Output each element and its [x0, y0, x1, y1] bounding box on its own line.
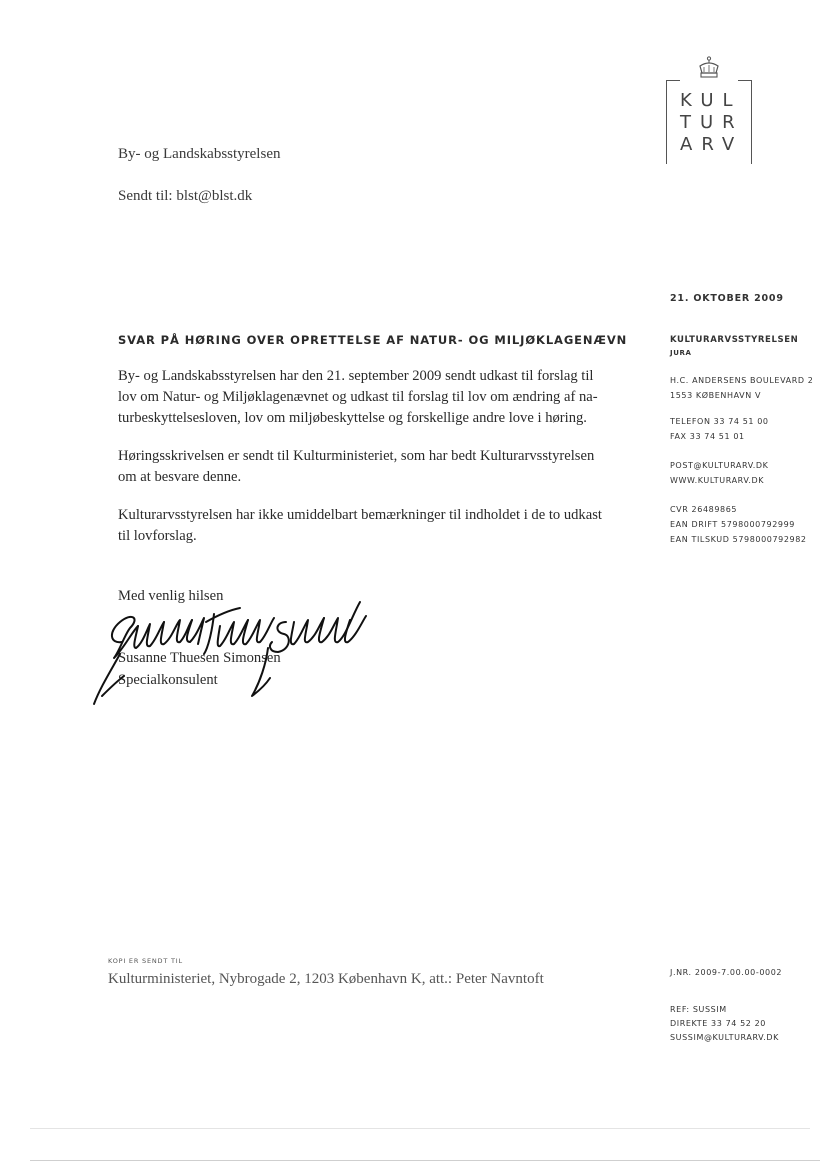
signer-title: Specialkonsulent — [118, 672, 218, 688]
closing-greeting: Med venlig hilsen — [118, 588, 224, 604]
kulturarv-logo — [666, 56, 752, 164]
copy-label: KOPI ER SENDT TIL — [108, 957, 183, 965]
logo-wordmark — [680, 90, 742, 156]
paragraph-line: turbeskyttelsesloven, lov om miljøbeskyttelse og forskellige andre love i høring. — [118, 410, 587, 426]
sender-web: WWW.KULTURARV.DK — [670, 476, 765, 485]
sender-cvr: CVR 26489865 — [670, 505, 738, 514]
recipient-name: By- og Landskabsstyrelsen — [118, 146, 281, 162]
paragraph-line: til lovforslag. — [118, 528, 197, 544]
sender-address-2: 1553 KØBENHAVN V — [670, 391, 762, 400]
direct-email: SUSSIM@KULTURARV.DK — [670, 1033, 779, 1042]
paragraph-line: lov om Natur- og Miljøklagenævnet og udkast til forslag til lov om ændring af na- — [118, 389, 598, 405]
reference: REF: SUSSIM — [670, 1005, 727, 1014]
sender-address-1: H.C. ANDERSENS BOULEVARD 2 — [670, 376, 814, 385]
scan-edge-line — [30, 1160, 820, 1161]
paragraph-line: Høringsskrivelsen er sendt til Kulturministeriet, som har bedt Kulturarvsstyrelsen — [118, 448, 595, 464]
scan-edge-line — [30, 1128, 810, 1129]
sender-org: KULTURARVSSTYRELSEN — [670, 335, 799, 345]
crown-icon — [696, 56, 722, 80]
signer-name: Susanne Thuesen Simonsen — [118, 650, 281, 666]
logo-line-2: TUR — [680, 112, 744, 133]
direct-phone: DIREKTE 33 74 52 20 — [670, 1019, 766, 1028]
letter-heading: SVAR PÅ HØRING OVER OPRETTELSE AF NATUR- OG MILJØKLAGENÆVN — [118, 333, 628, 347]
sent-to-email: Sendt til: blst@blst.dk — [118, 188, 253, 204]
letter-date: 21. OKTOBER 2009 — [670, 293, 784, 304]
sender-phone: TELEFON 33 74 51 00 — [670, 417, 769, 426]
sender-dept: JURA — [670, 349, 692, 357]
sender-email: POST@KULTURARV.DK — [670, 461, 769, 470]
handwritten-signature — [80, 592, 380, 710]
logo-line-1: KUL — [680, 90, 742, 111]
paragraph-line: Kulturarvsstyrelsen har ikke umiddelbart bemærkninger til indholdet i de to udkast — [118, 507, 602, 523]
sender-fax: FAX 33 74 51 01 — [670, 432, 745, 441]
sender-ean-drift: EAN DRIFT 5798000792999 — [670, 520, 795, 529]
journal-number: J.NR. 2009-7.00.00-0002 — [670, 968, 783, 977]
paragraph-1 — [118, 366, 638, 429]
paragraph-2 — [118, 446, 638, 488]
sender-ean-tilskud: EAN TILSKUD 5798000792982 — [670, 535, 807, 544]
paragraph-line: om at besvare denne. — [118, 469, 242, 485]
logo-line-3: ARV — [680, 134, 744, 155]
paragraph-line: By- og Landskabsstyrelsen har den 21. september 2009 sendt udkast til forslag til — [118, 368, 594, 384]
paragraph-3 — [118, 505, 638, 547]
copy-recipient: Kulturministeriet, Nybrogade 2, 1203 København K, att.: Peter Navntoft — [108, 971, 544, 987]
